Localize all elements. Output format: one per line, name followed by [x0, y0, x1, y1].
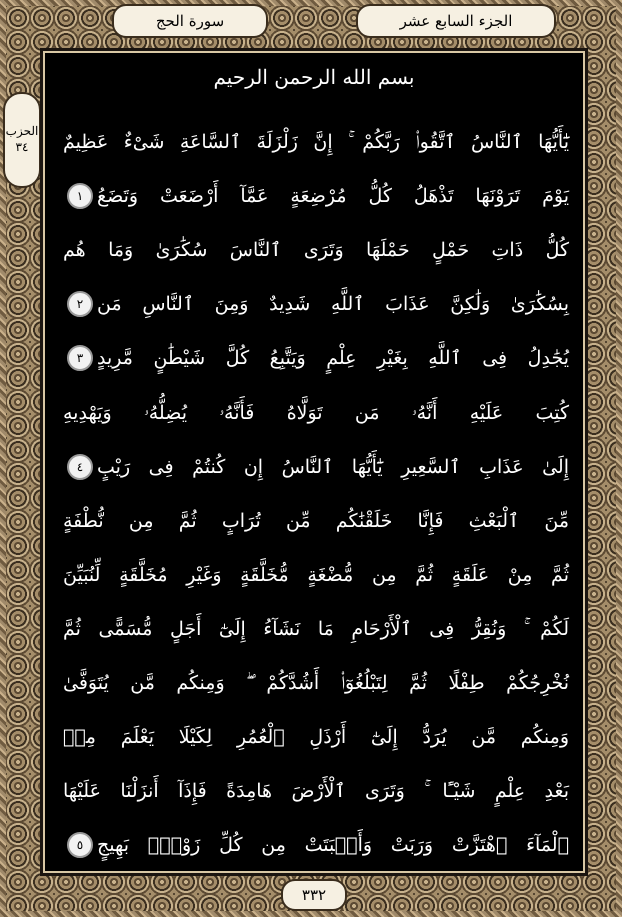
verse-line [63, 115, 569, 169]
verse-line [63, 277, 569, 331]
verse-line [63, 602, 569, 656]
hizb-label: الحزب [5, 124, 39, 139]
verse-text: ٱلْمَآءَ ٱهْتَزَّتْ وَرَبَتْ وَأَنۢبَتَتْ مِن كُلِّ زَوْجٍۭ بَهِيجٍ [97, 834, 569, 857]
verse-text: يُجَٰدِلُ فِى ٱللَّهِ بِغَيْرِ عِلْمٍ وَيَتَّبِعُ كُلَّ شَيْطَٰنٍ مَّرِيدٍ [97, 347, 569, 370]
verse-line [63, 169, 569, 223]
verse-line [63, 385, 569, 439]
verse-text: لَكُمْ ۚ وَنُقِرُّ فِى ٱلْأَرْحَامِ مَا نَشَآءُ إِلَىٰٓ أَجَلٍ مُّسَمًّى ثُمَّ [63, 617, 569, 640]
verse-text: نُخْرِجُكُمْ طِفْلًا ثُمَّ لِتَبْلُغُوٓا۟ أَشُدَّكُمْ ۖ وَمِنكُم مَّن يُتَوَفَّىٰ [63, 671, 569, 694]
verse-text: كُلُّ ذَاتِ حَمْلٍ حَمْلَهَا وَتَرَى ٱلنَّاسَ سُكَٰرَىٰ وَمَا هُم [63, 239, 569, 262]
verse-text: وَمِنكُم مَّن يُرَدُّ إِلَىٰٓ أَرْذَلِ ٱلْعُمُرِ لِكَيْلَا يَعْلَمَ مِنۢ [63, 726, 569, 749]
hizb-number: ٣٤ [15, 140, 29, 154]
verse-line [63, 223, 569, 277]
juz-header [356, 4, 556, 38]
ayah-number-marker: ٥ [67, 832, 93, 858]
verse-text: إِلَىٰ عَذَابِ ٱلسَّعِيرِ يَٰٓأَيُّهَا ٱلنَّاسُ إِن كُنتُمْ فِى رَيْبٍ [97, 455, 569, 478]
bismillah: بسم الله الرحمن الرحيم [213, 65, 415, 89]
verse-lines [63, 115, 569, 872]
page-number [281, 879, 347, 911]
ayah-number-marker: ٤ [67, 454, 93, 480]
verse-text: يَوْمَ تَرَوْنَهَا تَذْهَلُ كُلُّ مُرْضِعَةٍ عَمَّآ أَرْضَعَتْ وَتَضَعُ [97, 185, 569, 208]
page-number-label: ٣٣٢ [301, 886, 327, 904]
surah-label: سورة الحج [155, 12, 225, 30]
ayah-number-marker: ٢ [67, 291, 93, 317]
verse-line [63, 710, 569, 764]
verse-text: بِسُكَٰرَىٰ وَلَٰكِنَّ عَذَابَ ٱللَّهِ شَدِيدٌ وَمِنَ ٱلنَّاسِ مَن [97, 293, 569, 316]
verse-line [63, 494, 569, 548]
verse-line [63, 331, 569, 385]
verse-line [63, 656, 569, 710]
verse-line [63, 818, 569, 872]
verse-line [63, 548, 569, 602]
verse-text: كُتِبَ عَلَيْهِ أَنَّهُۥ مَن تَوَلَّاهُ فَأَنَّهُۥ يُضِلُّهُۥ وَيَهْدِيهِ [63, 401, 569, 424]
ayah-number-marker: ١ [67, 183, 93, 209]
verse-line [63, 440, 569, 494]
verse-text: بَعْدِ عِلْمٍ شَيْـًٔا ۚ وَتَرَى ٱلْأَرْضَ هَامِدَةً فَإِذَآ أَنزَلْنَا عَلَيْهَا [63, 780, 569, 803]
quran-text-panel [40, 48, 588, 876]
juz-label: الجزء السابع عشر [399, 12, 513, 30]
ayah-number-marker: ٣ [67, 345, 93, 371]
verse-text: يَٰٓأَيُّهَا ٱلنَّاسُ ٱتَّقُوا۟ رَبَّكُمْ ۚ إِنَّ زَلْزَلَةَ ٱلسَّاعَةِ شَىْءٌ عَظِيمٌ [63, 131, 569, 154]
verse-line [63, 764, 569, 818]
verse-text: مِّنَ ٱلْبَعْثِ فَإِنَّا خَلَقْنَٰكُم مِّن تُرَابٍ ثُمَّ مِن نُّطْفَةٍ [63, 509, 569, 532]
surah-header [112, 4, 268, 38]
hizb-marker [3, 92, 41, 188]
verse-text: ثُمَّ مِنْ عَلَقَةٍ ثُمَّ مِن مُّضْغَةٍ مُّخَلَّقَةٍ وَغَيْرِ مُخَلَّقَةٍ لِّنُبَيِّنَ [63, 563, 569, 586]
